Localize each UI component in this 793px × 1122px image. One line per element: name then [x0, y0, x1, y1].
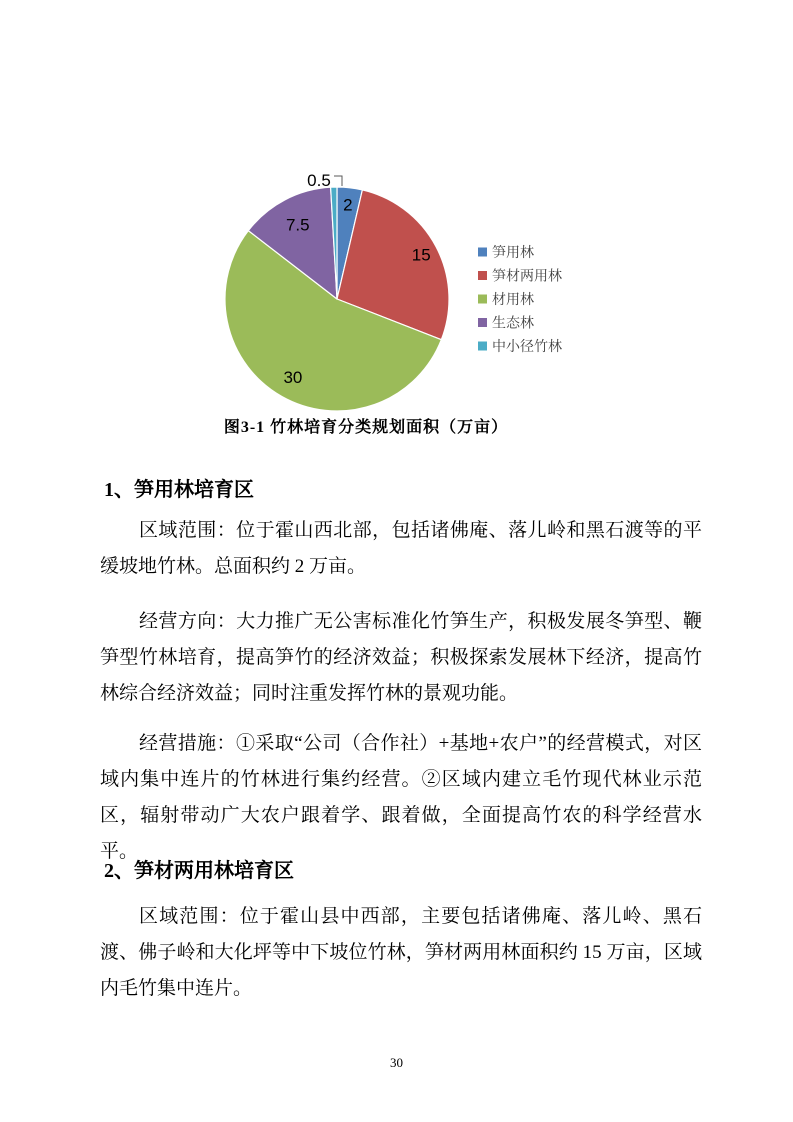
section-heading-2: 2、笋材两用林培育区 — [104, 860, 294, 882]
legend-label-5: 中小径竹林 — [492, 338, 562, 354]
legend-swatch-3 — [478, 295, 487, 304]
legend-swatch-1 — [478, 248, 487, 257]
legend-label-3: 材用林 — [492, 291, 534, 307]
pie-chart — [170, 152, 630, 418]
page-number: 30 — [390, 1055, 403, 1070]
slice-value-label: 2 — [343, 195, 353, 215]
pie-chart-figure — [170, 152, 630, 418]
slice-value-label-outside: 0.5 — [307, 171, 331, 190]
legend-label-4: 生态林 — [492, 314, 534, 331]
label-leader-line — [334, 176, 342, 186]
slice-value-label: 30 — [283, 368, 303, 387]
legend-label-1: 笋用林 — [492, 244, 534, 260]
legend-label-2: 笋材两用林 — [492, 267, 562, 284]
paragraph-scope-1: 区域范围：位于霍山西北部，包括诸佛庵、落儿岭和黑石渡等的平缓坡地竹林。总面积约 2 万亩。 — [100, 520, 702, 577]
paragraph-direction-1: 经营方向：大力推广无公害标准化竹笋生产，积极发展冬笋型、鞭笋型竹林培育，提高笋竹的经济效益；积极探索发展林下经济，提高竹林综合经济效益；同时注重发挥竹林的景观功能。 — [100, 611, 702, 704]
legend-swatch-5 — [478, 342, 487, 351]
paragraph-scope-2: 区域范围：位于霍山县中西部，主要包括诸佛庵、落儿岭、黑石渡、佛子岭和大化坪等中下坡位竹林，笋材两用林面积约 15 万亩，区域内毛竹集中连片。 — [100, 906, 702, 999]
slice-value-label: 7.5 — [285, 215, 310, 235]
figure-caption: 图3-1 竹林培育分类规划面积（万亩） — [223, 419, 509, 436]
legend-swatch-4 — [478, 318, 487, 327]
section-heading-1: 1、笋用林培育区 — [104, 479, 254, 501]
slice-value-label: 15 — [411, 245, 431, 265]
legend-swatch-2 — [478, 271, 487, 280]
paragraph-measures-1: 经营措施：①采取“公司（合作社）+基地+农户”的经营模式，对区域内集中连片的竹林进行集约经营。②区域内建立毛竹现代林业示范区，辐射带动广大农户跟着学、跟着做，全面提高竹农的科学经营水平。 — [100, 733, 702, 862]
